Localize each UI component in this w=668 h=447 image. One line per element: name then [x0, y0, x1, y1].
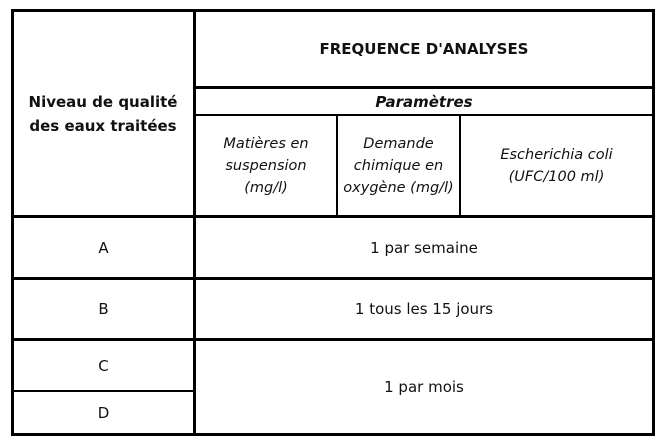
- table-title: FREQUENCE D'ANALYSES: [319, 40, 529, 58]
- analysis-frequency-table: [11, 9, 655, 436]
- frequency-c-d: 1 par mois: [384, 378, 464, 396]
- parameter-cod: Demande chimique en oxygène (mg/l): [343, 135, 454, 196]
- parameter-suspended-matter: Matières en suspension (mg/l): [223, 135, 309, 196]
- frequency-b: 1 tous les 15 jours: [354, 300, 494, 318]
- level-b: B: [98, 300, 109, 318]
- parameter-e-coli: Escherichia coli (UFC/100 ml): [500, 146, 613, 185]
- level-d: D: [97, 403, 110, 422]
- parameters-heading: Paramètres: [375, 92, 473, 111]
- level-c: C: [98, 356, 109, 375]
- row-header-label: Niveau de qualité des eaux traitées: [28, 92, 178, 135]
- level-a: A: [98, 238, 109, 257]
- frequency-a: 1 par semaine: [370, 238, 478, 257]
